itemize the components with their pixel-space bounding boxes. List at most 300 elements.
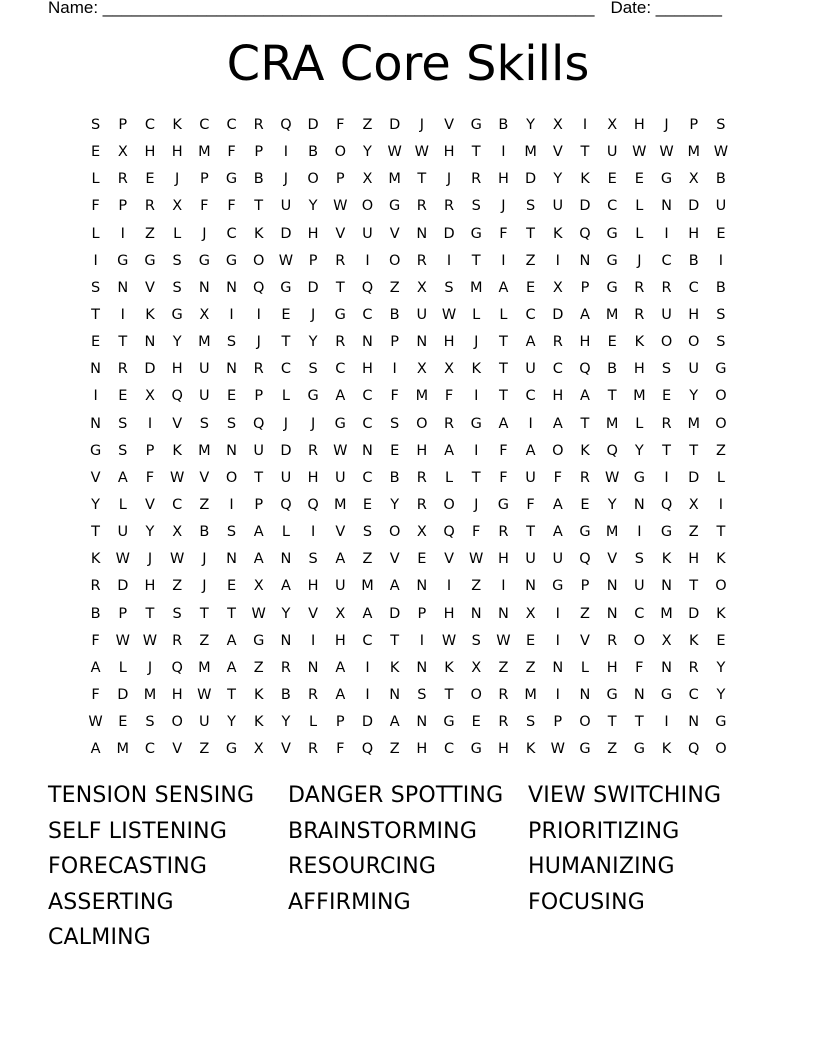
grid-letter: W [115,551,130,568]
grid-letter: G [171,306,183,323]
grid-letter: K [389,659,400,676]
grid-letter: Z [172,578,183,595]
grid-letter: K [716,551,726,568]
grid-letter: A [253,551,264,568]
grid-letter: J [501,198,506,215]
grid-letter: R [443,415,455,432]
grid-letter: I [283,144,289,161]
grid-letter: Y [390,496,400,513]
grid-letter: J [310,306,316,323]
grid-letter: G [606,686,618,703]
word-list [48,778,768,956]
grid-letter: O [388,524,401,541]
grid-letter: S [390,415,400,432]
grid-letter: Q [361,279,374,296]
grid-letter: A [90,659,101,676]
grid-letter: M [605,415,619,432]
grid-letter: I [718,252,724,269]
grid-letter: S [226,524,237,541]
grid-letter: X [525,605,536,622]
grid-letter: T [498,361,508,378]
grid-letter: E [607,334,617,351]
grid-letter: J [283,171,289,188]
grid-letter: T [91,306,101,323]
grid-letter: L [118,496,127,513]
grid-letter: G [225,252,238,269]
grid-letter: X [552,279,563,296]
grid-letter: H [307,578,319,595]
grid-letter: S [417,686,427,703]
grid-letter: T [444,686,454,703]
grid-letter: U [280,469,292,486]
grid-letter: T [607,388,617,405]
grid-letter: K [661,551,672,568]
grid-letter: Z [471,578,482,595]
grid-letter: W [278,252,294,269]
grid-letter: N [90,415,102,432]
grid-letter: R [416,496,427,513]
grid-letter: L [580,659,590,676]
grid-letter: I [664,469,669,486]
grid-letter: B [389,306,400,323]
grid-letter: S [716,306,726,323]
grid-letter: V [444,551,454,568]
grid-letter: U [334,578,346,595]
grid-letter: K [253,225,264,242]
grid-letter: A [498,279,509,296]
grid-letter: F [499,225,508,242]
grid-letter: G [389,198,401,215]
grid-letter: P [580,578,590,595]
grid-letter: J [446,171,452,188]
grid-letter: C [226,225,237,242]
grid-letter: H [171,686,183,703]
grid-letter: F [227,198,236,215]
grid-letter: T [526,225,536,242]
grid-letter: Y [227,714,236,731]
grid-letter: M [660,605,673,622]
grid-letter: I [120,306,125,323]
grid-letter: I [365,686,370,703]
grid-letter: O [443,496,455,513]
grid-letter: T [580,415,590,432]
grid-letter: R [172,632,183,649]
grid-letter: H [579,334,591,351]
grid-letter: A [389,578,400,595]
grid-letter: V [308,605,319,622]
grid-letter: H [171,144,183,161]
grid-letter: B [280,686,291,703]
grid-letter: I [501,144,506,161]
grid-letter: N [416,659,428,676]
grid-letter: G [660,686,673,703]
grid-letter: N [579,686,591,703]
grid-letter: R [308,741,319,758]
grid-letter: E [661,388,672,405]
grid-letter: N [226,551,237,568]
grid-letter: A [552,524,563,541]
grid-letter: K [471,361,481,378]
grid-letter: P [335,171,345,188]
grid-letter: H [497,741,509,758]
grid-letter: B [498,117,509,133]
grid-letter: R [634,279,645,296]
grid-letter: P [254,388,264,405]
grid-letter: F [499,469,508,486]
grid-letter: Y [281,714,291,731]
grid-letter: N [144,334,156,351]
grid-letter: N [416,225,428,242]
grid-letter: U [199,361,210,378]
grid-letter: I [555,686,560,703]
grid-letter: R [308,442,319,459]
grid-letter: T [417,171,427,188]
grid-letter: T [390,632,400,649]
page-title: CRA Core Skills [226,36,590,92]
grid-letter: A [226,659,237,676]
grid-letter: P [689,117,699,133]
grid-letter: E [226,578,237,595]
grid-letter: M [388,171,401,188]
letter-grid [82,112,735,763]
grid-letter: S [90,117,101,133]
grid-letter: H [443,334,455,351]
grid-letter: C [688,279,699,296]
grid-letter: W [469,551,484,568]
grid-letter: S [308,361,318,378]
grid-letter: M [143,686,157,703]
grid-letter: S [444,279,454,296]
grid-letter: X [416,361,427,378]
grid-letter: W [414,144,430,161]
grid-letter: J [202,225,207,242]
grid-letter: Z [389,741,400,758]
grid-letter: N [416,578,428,595]
grid-letter: J [419,117,424,133]
grid-letter: R [253,117,264,133]
grid-letter: D [144,361,156,378]
grid-letter: W [713,144,729,161]
grid-letter: O [470,686,482,703]
grid-letter: H [633,361,645,378]
date-field: Date: _______ [610,0,722,17]
grid-letter: D [307,279,319,296]
grid-letter: T [689,442,699,459]
grid-letter: H [443,605,455,622]
grid-letter: N [280,551,292,568]
grid-letter: R [634,306,645,323]
grid-letter: A [580,306,590,323]
grid-letter: N [226,361,237,378]
grid-letter: G [606,279,618,296]
grid-letter: V [552,144,563,161]
grid-letter: S [716,117,726,133]
grid-letter: R [552,334,563,351]
grid-letter: A [444,442,454,459]
grid-letter: H [688,551,700,568]
grid-letter: E [526,279,536,296]
grid-letter: Y [634,442,644,459]
grid-letter: T [580,144,590,161]
grid-letter: J [310,415,316,432]
grid-letter: B [90,605,101,622]
grid-letter: A [335,551,346,568]
grid-letter: W [169,551,185,568]
grid-letter: I [365,252,370,269]
grid-letter: M [524,686,537,703]
grid-letter: L [91,225,100,242]
grid-letter: F [91,686,100,703]
grid-letter: P [199,171,209,188]
grid-letter: T [254,469,264,486]
grid-letter: A [90,741,101,758]
grid-letter: Z [389,279,400,296]
grid-letter: E [634,171,644,188]
grid-letter: D [525,171,537,188]
grid-letter: D [389,605,401,622]
grid-letter: W [550,741,565,758]
grid-letter: E [607,171,617,188]
grid-letter: Q [280,117,292,133]
grid-letter: H [552,388,564,405]
grid-letter: X [253,741,264,758]
grid-letter: M [198,659,211,676]
grid-letter: Q [171,659,183,676]
grid-letter: G [579,741,591,758]
grid-letter: D [280,225,292,242]
grid-letter: C [362,388,373,405]
grid-letter: H [144,144,156,161]
grid-letter: X [688,171,699,188]
grid-letter: C [525,306,536,323]
grid-letter: A [335,659,346,676]
grid-letter: Q [280,496,292,513]
grid-letter: W [169,469,185,486]
grid-letter: H [497,171,509,188]
grid-letter: O [225,469,238,486]
grid-letter: K [172,117,182,133]
grid-letter: Z [525,659,536,676]
grid-letter: L [635,198,644,215]
grid-letter: G [715,714,727,731]
grid-letter: T [91,524,101,541]
grid-letter: X [444,361,454,378]
grid-letter: Q [579,361,591,378]
grid-letter: A [525,334,536,351]
grid-letter: Y [716,659,726,676]
word-list-item: PRIORITIZING [528,818,680,844]
grid-letter: D [389,117,401,133]
grid-letter: S [145,714,155,731]
grid-letter: Z [199,741,210,758]
grid-letter: G [225,741,238,758]
word-list-item: DANGER SPOTTING [288,783,504,808]
word-list-item: FORECASTING [48,854,208,880]
grid-letter: L [472,306,481,323]
grid-letter: O [307,171,319,188]
grid-letter: L [173,225,182,242]
grid-letter: U [688,361,700,378]
grid-letter: F [526,496,535,513]
grid-letter: R [117,361,128,378]
grid-letter: G [253,632,265,649]
grid-letter: I [664,225,669,242]
grid-letter: T [199,605,209,622]
grid-letter: C [172,496,183,513]
grid-letter: N [117,279,129,296]
grid-letter: I [93,388,98,405]
grid-letter: C [525,388,536,405]
grid-letter: E [526,632,536,649]
grid-letter: I [501,252,506,269]
grid-letter: R [498,714,509,731]
grid-letter: U [661,306,672,323]
grid-letter: R [416,198,427,215]
grid-letter: O [715,578,727,595]
grid-letter: R [280,659,291,676]
grid-letter: C [144,741,156,758]
grid-letter: R [661,415,672,432]
grid-letter: O [579,714,591,731]
grid-letter: O [715,741,727,758]
grid-letter: T [634,714,644,731]
grid-letter: H [416,442,428,459]
grid-letter: R [253,361,264,378]
grid-letter: G [334,415,346,432]
grid-letter: I [229,496,234,513]
grid-letter: G [660,524,673,541]
grid-letter: M [687,415,700,432]
grid-letter: G [89,442,102,459]
grid-letter: O [715,388,727,405]
grid-letter: I [256,306,261,323]
grid-letter: J [175,171,180,188]
grid-letter: N [389,686,401,703]
grid-letter: R [335,334,346,351]
grid-letter: T [145,605,155,622]
grid-letter: S [118,415,128,432]
grid-letter: W [142,632,158,649]
grid-letter: R [498,524,509,541]
grid-letter: G [579,524,591,541]
grid-letter: Y [308,334,318,351]
grid-letter: K [253,686,264,703]
grid-letter: I [446,252,452,269]
word-list-item: SELF LISTENING [48,818,228,844]
grid-letter: G [334,306,346,323]
grid-letter: V [607,551,618,568]
grid-letter: D [688,469,700,486]
grid-letter: D [579,198,591,215]
grid-letter: L [309,714,318,731]
grid-letter: V [199,469,210,486]
grid-letter: U [199,714,210,731]
grid-letter: S [661,361,672,378]
grid-letter: N [362,334,373,351]
grid-letter: J [256,334,261,351]
grid-letter: A [389,714,400,731]
grid-letter: U [334,469,346,486]
grid-letter: R [90,578,101,595]
word-list-item: VIEW SWITCHING [528,783,722,808]
name-field: Name: ____________________________________________________ [48,0,595,17]
grid-letter: D [117,578,129,595]
grid-letter: Z [607,741,618,758]
grid-letter: A [280,578,291,595]
grid-letter: I [637,524,642,541]
grid-letter: H [688,225,700,242]
grid-letter: Q [579,225,591,242]
grid-letter: T [335,279,345,296]
grid-letter: A [335,686,346,703]
grid-letter: J [202,551,207,568]
grid-letter: L [499,306,508,323]
grid-letter: G [225,171,238,188]
grid-letter: T [227,605,236,622]
grid-letter: C [335,361,346,378]
grid-letter: S [525,714,536,731]
grid-letter: E [716,225,726,242]
grid-letter: S [226,334,237,351]
grid-letter: I [310,632,316,649]
grid-letter: Q [688,741,700,758]
grid-letter: W [659,144,674,161]
grid-letter: N [633,686,645,703]
grid-letter: T [471,252,481,269]
grid-letter: I [582,117,588,133]
grid-letter: O [334,144,346,161]
grid-letter: I [229,306,234,323]
grid-letter: H [307,225,319,242]
grid-letter: Y [281,605,291,622]
grid-letter: Z [688,524,699,541]
grid-letter: G [198,252,210,269]
grid-letter: Y [172,334,182,351]
grid-letter: I [474,442,479,459]
grid-letter: G [144,252,156,269]
grid-letter: U [117,524,129,541]
grid-letter: F [91,198,100,215]
grid-letter: X [117,144,128,161]
grid-letter: C [362,632,373,649]
grid-letter: I [555,252,560,269]
grid-letter: N [280,632,292,649]
grid-letter: U [525,551,536,568]
grid-letter: T [227,686,236,703]
grid-letter: F [145,469,155,486]
grid-letter: I [555,605,560,622]
grid-letter: N [362,442,373,459]
grid-letter: X [552,117,563,133]
grid-letter: O [416,415,428,432]
grid-letter: V [145,279,155,296]
grid-letter: T [471,469,481,486]
grid-letter: M [605,306,619,323]
grid-letter: H [144,578,156,595]
grid-letter: M [361,578,374,595]
grid-letter: E [226,388,237,405]
word-list-item: RESOURCING [288,854,437,880]
grid-letter: W [88,714,103,731]
grid-letter: K [172,442,182,459]
grid-letter: F [444,388,454,405]
grid-letter: G [660,171,673,188]
grid-letter: J [474,496,479,513]
grid-letter: U [525,469,536,486]
grid-letter: Q [253,279,265,296]
grid-letter: Y [716,686,726,703]
grid-letter: O [688,334,700,351]
